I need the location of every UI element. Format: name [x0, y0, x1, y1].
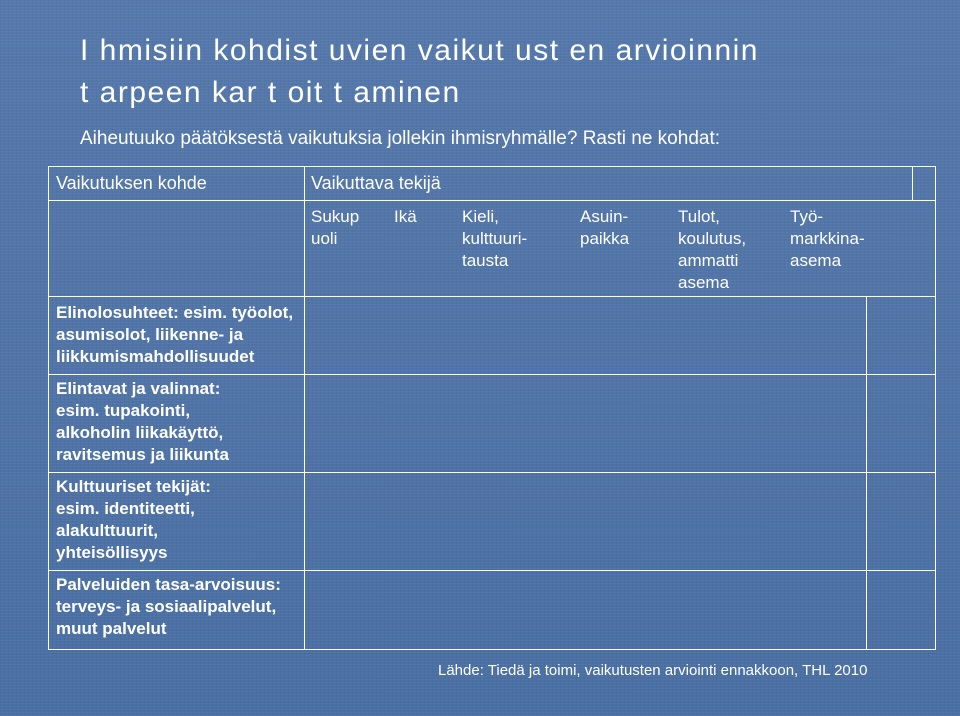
table-right-column-rule: [866, 296, 867, 650]
column-header-income-education: Tulot, koulutus, ammatti asema: [678, 207, 747, 292]
column-header-labor-market: Työ- markkina- asema: [790, 207, 865, 270]
table-header-corner-rule: [912, 166, 913, 200]
row-label-lifestyle: Elintavat ja valinnat: esim. tupakointi, alkoholin liikakäyttö, ravitsemus ja liikunta: [56, 379, 229, 464]
slide-title-line-2: t arpeen kar t oit t aminen: [80, 76, 461, 109]
row-label-service-equality: Palveluiden tasa-arvoisuus: terveys- ja sosiaalipalvelut, muut palvelut: [56, 575, 281, 638]
slide-title-line-1: I hmisiin kohdist uvien vaikut ust en arvioinnin: [80, 34, 759, 67]
left-header: Vaikutuksen kohde: [56, 173, 207, 193]
row-label-cultural-factors: Kulttuuriset tekijät: esim. identiteetti, alakulttuurit, yhteisöllisyys: [56, 477, 211, 562]
table-row-rule-1: [48, 374, 936, 375]
table-row-rule-2: [48, 472, 936, 473]
table-column-header-rule: [48, 296, 936, 297]
column-header-language-culture: Kieli, kulttuuri- tausta: [462, 207, 528, 270]
row-label-living-conditions: Elinolosuhteet: esim. työolot, asumisolot, liikenne- ja liikkumismahdollisuudet: [56, 303, 294, 366]
table-header-rule: [48, 200, 936, 201]
column-header-gender: Sukup uoli: [311, 207, 360, 248]
right-header: Vaikuttava tekijä: [311, 173, 441, 193]
column-header-residence: Asuin- paikka: [580, 207, 630, 248]
source-citation: Lähde: Tiedä ja toimi, vaikutusten arviointi ennakkoon, THL 2010: [438, 662, 868, 679]
column-header-age: Ikä: [394, 207, 417, 226]
table-row-rule-3: [48, 570, 936, 571]
slide-title: [80, 30, 940, 114]
slide-subtitle: Aiheutuuko päätöksestä vaikutuksia jollekin ihmisryhmälle? Rasti ne kohdat:: [80, 128, 721, 149]
